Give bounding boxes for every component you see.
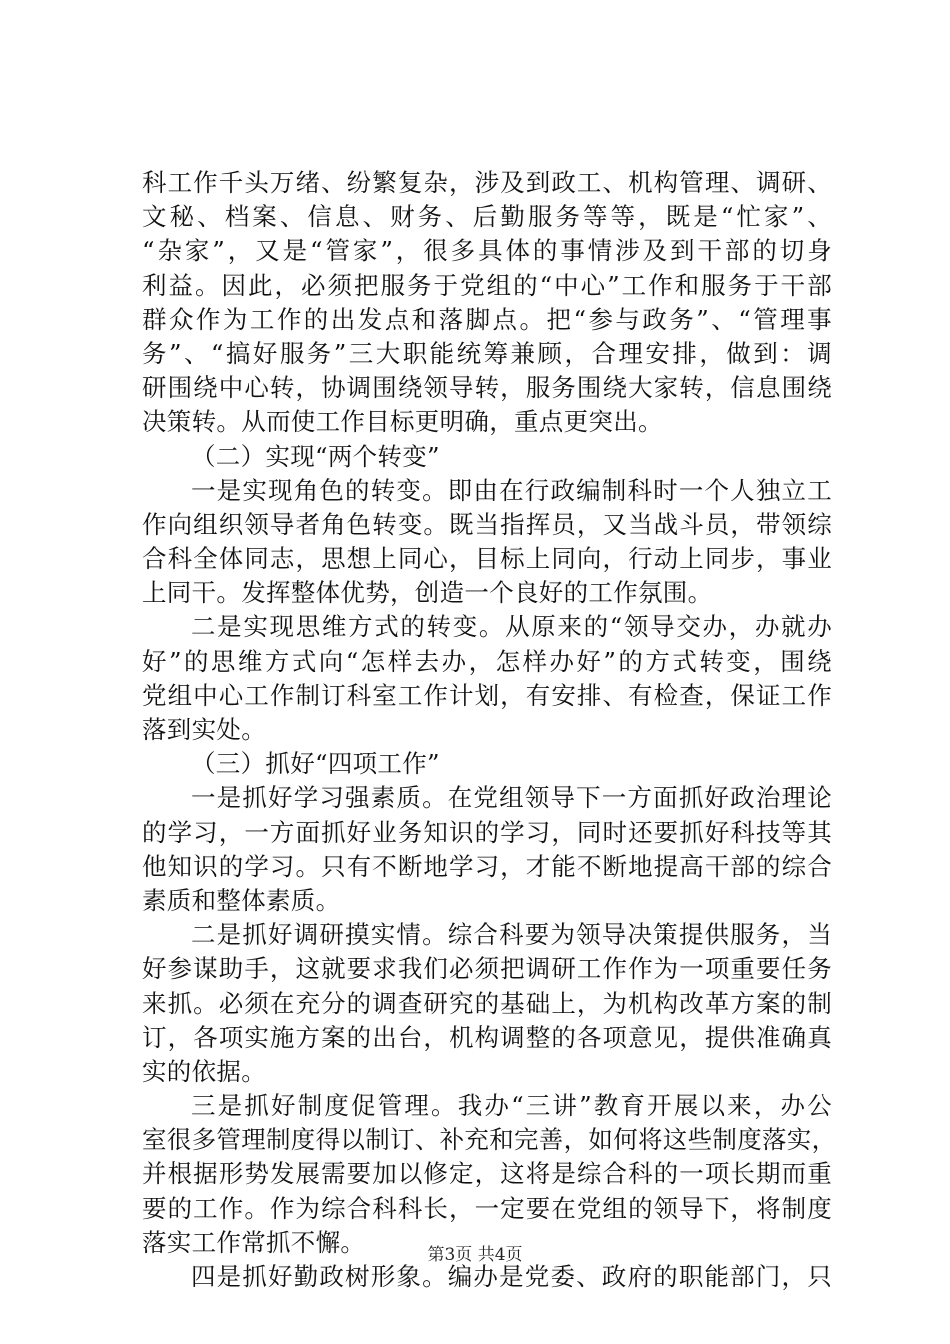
text-line: 作向组织领导者角色转变。既当指挥员，又当战斗员，带领综	[142, 509, 832, 539]
text-line: 订，各项实施方案的出台，机构调整的各项意见，提供准确真	[142, 1022, 832, 1052]
text-line: 二是实现思维方式的转变。从原来的“领导交办，办就办	[191, 612, 832, 642]
text-line: （三）抓好“四项工作”	[191, 749, 440, 779]
text-line: 他知识的学习。只有不断地学习，才能不断地提高干部的综合	[142, 851, 832, 881]
text-line: 落到实处。	[142, 715, 266, 744]
text-line: 利益。因此，必须把服务于党组的“中心”工作和服务于干部	[142, 270, 832, 300]
text-line: 群众作为工作的出发点和落脚点。把“参与政务”、“管理事	[142, 304, 832, 334]
text-line: 一是抓好学习强素质。在党组领导下一方面抓好政治理论	[191, 783, 832, 813]
text-line: 一是实现角色的转变。即由在行政编制科时一个人独立工	[191, 475, 832, 505]
text-line: 决策转。从而使工作目标更明确，重点更突出。	[142, 407, 663, 437]
text-line: 科工作千头万绪、纷繁复杂，涉及到政工、机构管理、调研、	[142, 168, 832, 197]
text-line: 研围绕中心转，协调围绕领导转，服务围绕大家转，信息围绕	[142, 373, 832, 403]
text-line: 上同干。发挥整体优势，创造一个良好的工作氛围。	[142, 578, 713, 608]
text-line: “杂家”，又是“管家”，很多具体的事情涉及到干部的切身	[142, 236, 832, 266]
text-line: 室很多管理制度得以制订、补充和完善，如何将这些制度落实，	[142, 1125, 837, 1155]
text-line: 要的工作。作为综合科科长，一定要在党组的领导下，将制度	[142, 1193, 832, 1223]
text-line: 好参谋助手，这就要求我们必须把调研工作作为一项重要任务	[142, 954, 832, 984]
text-line: 四是抓好勤政树形象。编办是党委、政府的职能部门，只	[191, 1262, 832, 1291]
text-line: （二）实现“两个转变”	[191, 441, 440, 471]
text-line: 二是抓好调研摸实情。综合科要为领导决策提供服务，当	[191, 920, 832, 950]
text-line: 务”、“搞好服务”三大职能统筹兼顾，合理安排，做到：调	[142, 338, 832, 368]
text-line: 实的依据。	[142, 1056, 266, 1086]
text-line: 好”的思维方式向“怎样去办，怎样办好”的方式转变，围绕	[142, 646, 832, 676]
text-line: 的学习，一方面抓好业务知识的学习，同时还要抓好科技等其	[142, 817, 832, 847]
page-footer: 第3页 共4页	[427, 1245, 523, 1265]
text-line: 文秘、档案、信息、财务、后勤服务等等，既是“忙家”、	[142, 202, 832, 232]
text-line: 三是抓好制度促管理。我办“三讲”教育开展以来，办公	[191, 1091, 832, 1121]
document-body	[142, 166, 837, 1294]
text-line: 素质和整体素质。	[142, 885, 341, 915]
text-line: 来抓。必须在充分的调查研究的基础上，为机构改革方案的制	[142, 988, 832, 1018]
text-line: 落实工作常抓不懈。	[142, 1227, 366, 1257]
text-line: 并根据形势发展需要加以修定，这将是综合科的一项长期而重	[142, 1159, 832, 1189]
text-line: 合科全体同志，思想上同心，目标上同向，行动上同步，事业	[142, 544, 832, 574]
text-line: 党组中心工作制订科室工作计划，有安排、有检查，保证工作	[142, 680, 832, 710]
